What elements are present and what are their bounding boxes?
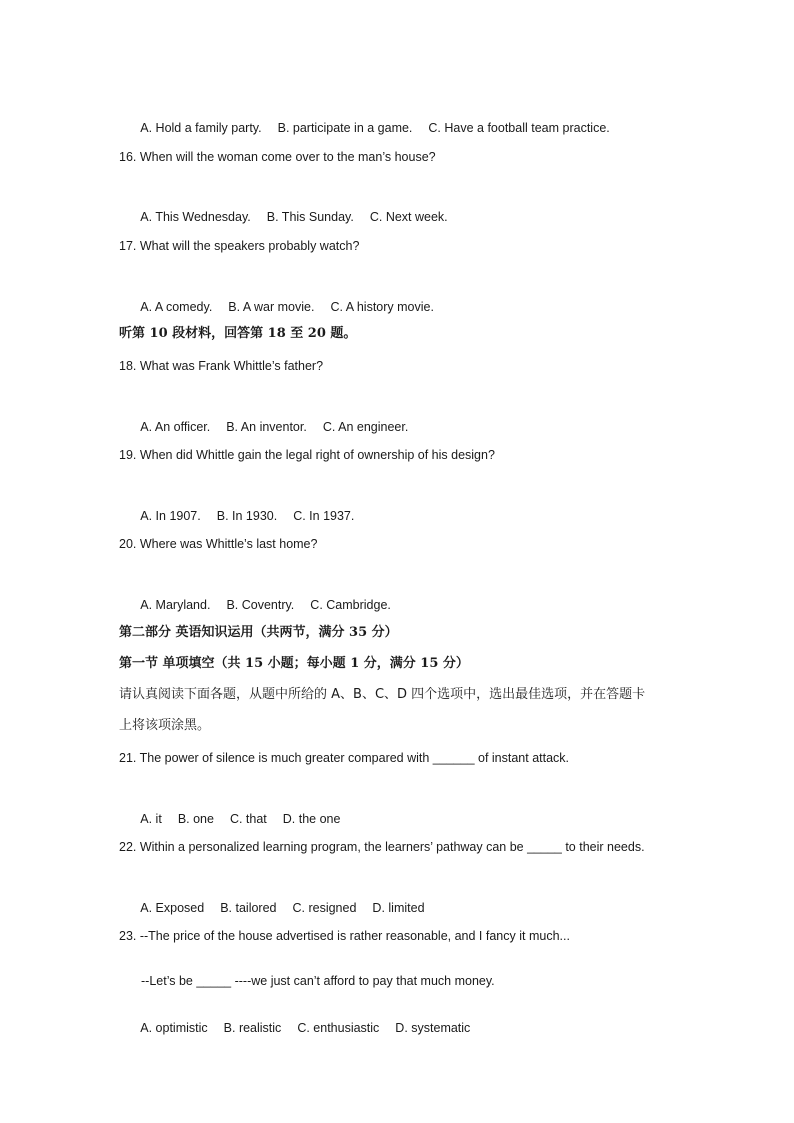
q20-option-a: A. Maryland. — [140, 598, 211, 612]
q19-stem: 19. When did Whittle gain the legal right of ownership of his design? — [119, 448, 495, 462]
section-10-heading: 听第 10 段材料，回答第 18 至 20 题。 — [119, 326, 357, 341]
q15-option-b: B. participate in a game. — [277, 121, 413, 135]
q16-option-b: B. This Sunday. — [266, 210, 354, 224]
q20-stem: 20. Where was Whittle’s last home? — [119, 537, 318, 551]
q21-stem: 21. The power of silence is much greater compared with ______ of instant attack. — [119, 751, 570, 765]
q17-option-c: C. A history movie. — [330, 300, 434, 314]
q18-stem: 18. What was Frank Whittle’s father? — [119, 359, 324, 373]
q22-options — [134, 884, 425, 916]
q20-options — [134, 581, 391, 613]
q22-option-a: A. Exposed — [140, 901, 205, 915]
q16-options — [134, 193, 448, 225]
q19-options — [134, 492, 354, 524]
q23-option-c: C. enthusiastic — [297, 1021, 380, 1035]
q21-option-a: A. it — [140, 812, 162, 826]
q16-option-a: A. This Wednesday. — [140, 210, 251, 224]
q17-option-a: A. A comedy. — [140, 300, 213, 314]
q16-stem: 16. When will the woman come over to the man’s house? — [119, 150, 436, 164]
q18-options — [134, 403, 408, 435]
q17-options — [134, 283, 434, 315]
q16-option-c: C. Next week. — [369, 210, 448, 224]
instructions-line-2: 上将该项涂黑。 — [119, 718, 211, 733]
q18-option-c: C. An engineer. — [322, 420, 409, 434]
q22-stem: 22. Within a personalized learning program, the learners’ pathway can be _____ to their needs. — [119, 840, 645, 854]
q15-option-c: C. Have a football team practice. — [428, 121, 610, 135]
q23-stem: 23. --The price of the house advertised is rather reasonable, and I fancy it much... — [119, 929, 570, 943]
q19-option-b: B. In 1930. — [216, 509, 278, 523]
q19-option-c: C. In 1937. — [293, 509, 355, 523]
q17-stem: 17. What will the speakers probably watch? — [119, 239, 360, 253]
q17-option-b: B. A war movie. — [228, 300, 315, 314]
q22-option-b: B. tailored — [220, 901, 277, 915]
q23-option-a: A. optimistic — [140, 1021, 208, 1035]
q20-option-c: C. Cambridge. — [310, 598, 391, 612]
q21-options — [134, 795, 340, 827]
q23-option-b: B. realistic — [223, 1021, 282, 1035]
q23-options — [134, 1004, 470, 1036]
q22-option-d: D. limited — [372, 901, 425, 915]
q23-reply: --Let’s be _____ ----we just can’t afford to pay that much money. — [141, 974, 495, 988]
q23-option-d: D. systematic — [395, 1021, 471, 1035]
q18-option-b: B. An inventor. — [226, 420, 307, 434]
q21-option-d: D. the one — [282, 812, 341, 826]
q21-option-b: B. one — [177, 812, 214, 826]
q20-option-b: B. Coventry. — [226, 598, 295, 612]
q21-option-c: C. that — [229, 812, 267, 826]
q15-options — [134, 104, 610, 136]
q19-option-a: A. In 1907. — [140, 509, 201, 523]
part-two-heading: 第二部分 英语知识运用（共两节，满分 35 分） — [119, 625, 398, 640]
instructions-line-1: 请认真阅读下面各题，从题中所给的 A、B、C、D 四个选项中，选出最佳选项，并在答题卡 — [119, 687, 646, 702]
q15-option-a: A. Hold a family party. — [140, 121, 262, 135]
part-two-section-one-heading: 第一节 单项填空（共 15 小题；每小题 1 分，满分 15 分） — [119, 656, 469, 671]
q18-option-a: A. An officer. — [140, 420, 211, 434]
q22-option-c: C. resigned — [292, 901, 357, 915]
